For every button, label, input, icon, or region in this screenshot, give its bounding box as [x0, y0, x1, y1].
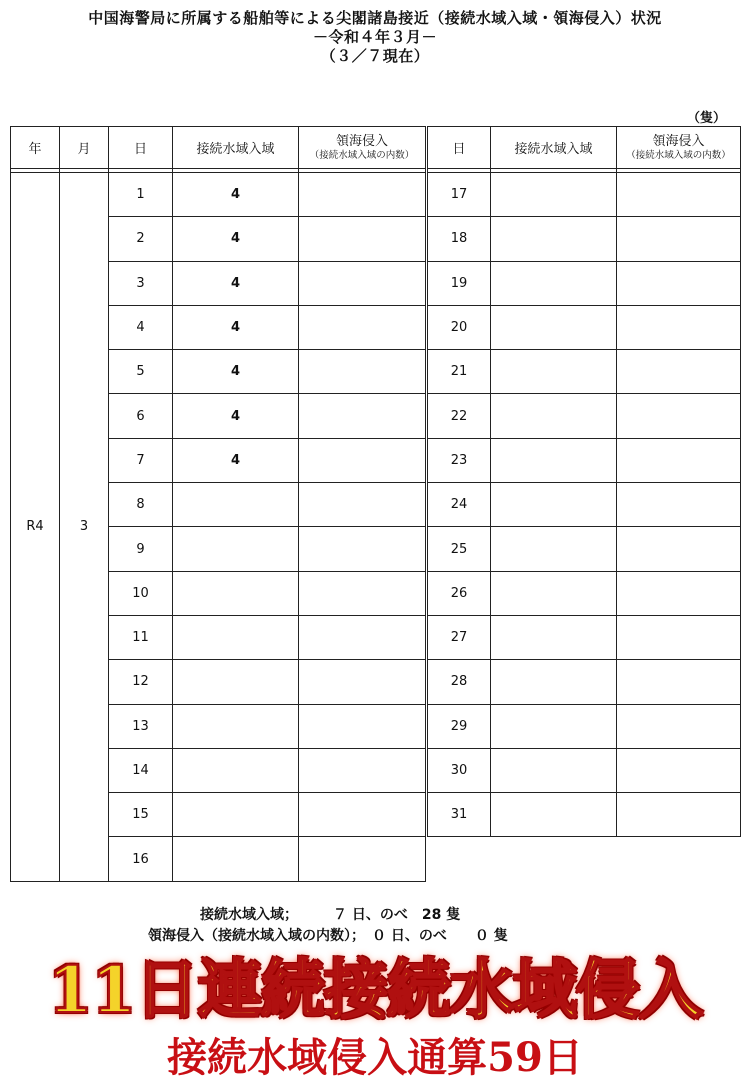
table-row	[428, 350, 741, 394]
contiguous-cell	[173, 660, 299, 704]
territorial-cell	[299, 527, 426, 571]
contiguous-cell	[491, 438, 617, 482]
contiguous-cell	[173, 615, 299, 659]
contiguous-cell	[173, 483, 299, 527]
contiguous-cell	[173, 748, 299, 792]
contiguous-cell	[173, 704, 299, 748]
contiguous-cell: 4	[173, 217, 299, 261]
day-cell: 15	[109, 793, 173, 837]
territorial-cell	[617, 660, 741, 704]
territorial-cell	[617, 527, 741, 571]
day-cell: 29	[428, 704, 491, 748]
day-cell: 13	[109, 704, 173, 748]
contiguous-cell	[491, 483, 617, 527]
day-cell: 23	[428, 438, 491, 482]
day-cell: 10	[109, 571, 173, 615]
header-year: 年	[11, 127, 60, 169]
day-cell: 24	[428, 483, 491, 527]
territorial-cell	[299, 571, 426, 615]
header-territorial	[617, 127, 741, 169]
territorial-cell	[617, 438, 741, 482]
territorial-cell	[617, 173, 741, 217]
territorial-cell	[299, 173, 426, 217]
table-row	[428, 527, 741, 571]
contiguous-cell	[491, 704, 617, 748]
contiguous-cell	[491, 217, 617, 261]
header-territorial-label: 領海侵入	[652, 134, 705, 149]
contiguous-cell: 4	[173, 261, 299, 305]
page-title: 中国海警局に所属する船舶等による尖閣諸島接近（接続水域入域・領海侵入）状況	[88, 9, 662, 27]
header-territorial	[299, 127, 426, 169]
day-cell: 14	[109, 748, 173, 792]
day-cell: 20	[428, 305, 491, 349]
contiguous-cell	[173, 571, 299, 615]
month-cell: 3	[60, 173, 109, 882]
table-row	[428, 483, 741, 527]
day-cell: 16	[109, 837, 173, 881]
territorial-cell	[299, 350, 426, 394]
day-cell: 22	[428, 394, 491, 438]
territorial-cell	[617, 350, 741, 394]
contiguous-cell	[491, 615, 617, 659]
table-left	[10, 126, 426, 882]
contiguous-cell	[491, 793, 617, 837]
day-cell: 26	[428, 571, 491, 615]
day-cell: 5	[109, 350, 173, 394]
contiguous-cell	[491, 748, 617, 792]
table-row	[428, 704, 741, 748]
header-day: 日	[428, 127, 491, 169]
contiguous-cell	[491, 261, 617, 305]
contiguous-cell: 4	[173, 394, 299, 438]
contiguous-cell	[491, 173, 617, 217]
territorial-cell	[299, 704, 426, 748]
table-row	[11, 173, 426, 217]
territorial-cell	[617, 305, 741, 349]
territorial-cell	[617, 793, 741, 837]
summary-territorial: 領海侵入（接続水域入域の内数）； ０ 日、のべ ０ 隻	[148, 928, 508, 944]
day-cell: 28	[428, 660, 491, 704]
territorial-cell	[299, 394, 426, 438]
table-header-row	[428, 127, 741, 169]
table-header-row	[11, 127, 426, 169]
header-territorial-note: （接続水域入域の内数）	[309, 150, 415, 161]
unit-label: （隻）	[686, 111, 726, 126]
header-day: 日	[109, 127, 173, 169]
day-cell: 9	[109, 527, 173, 571]
territorial-cell	[299, 837, 426, 881]
day-cell: 6	[109, 394, 173, 438]
table-row	[428, 660, 741, 704]
contiguous-cell	[491, 305, 617, 349]
table-row	[428, 305, 741, 349]
day-cell: 11	[109, 615, 173, 659]
day-cell: 1	[109, 173, 173, 217]
overlay-subbanner: 接続水域侵入通算59日	[167, 1034, 583, 1081]
territorial-cell	[299, 748, 426, 792]
page-subtitle-period: －令和４年３月－	[312, 28, 437, 46]
table-row	[428, 793, 741, 837]
territorial-cell	[299, 660, 426, 704]
day-cell: 18	[428, 217, 491, 261]
territorial-cell	[617, 217, 741, 261]
table-row	[428, 394, 741, 438]
table-row	[428, 748, 741, 792]
page-subtitle-asof: （３／７現在）	[320, 47, 430, 65]
contiguous-cell: 4	[173, 350, 299, 394]
day-cell: 25	[428, 527, 491, 571]
day-cell: 30	[428, 748, 491, 792]
contiguous-cell	[491, 394, 617, 438]
territorial-cell	[617, 748, 741, 792]
table-row	[428, 261, 741, 305]
table-row	[428, 217, 741, 261]
contiguous-cell	[173, 527, 299, 571]
day-cell: 4	[109, 305, 173, 349]
table-row	[428, 615, 741, 659]
header-contiguous: 接続水域入域	[173, 127, 299, 169]
day-cell: 31	[428, 793, 491, 837]
territorial-cell	[617, 261, 741, 305]
contiguous-cell	[491, 350, 617, 394]
overlay-banner: 11日連続接続水域侵入	[47, 953, 703, 1028]
year-cell: R4	[11, 173, 60, 882]
territorial-cell	[299, 261, 426, 305]
territorial-cell	[299, 615, 426, 659]
territorial-cell	[299, 305, 426, 349]
header-contiguous: 接続水域入域	[491, 127, 617, 169]
contiguous-cell	[491, 660, 617, 704]
contiguous-cell: 4	[173, 438, 299, 482]
territorial-cell	[617, 704, 741, 748]
day-cell: 27	[428, 615, 491, 659]
header-month: 月	[60, 127, 109, 169]
table-row	[428, 173, 741, 217]
contiguous-cell	[173, 837, 299, 881]
table-row	[428, 571, 741, 615]
day-cell: 12	[109, 660, 173, 704]
day-cell: 2	[109, 217, 173, 261]
territorial-cell	[617, 483, 741, 527]
contiguous-cell: 4	[173, 173, 299, 217]
territorial-cell	[299, 483, 426, 527]
header-territorial-note: （接続水域入域の内数）	[626, 150, 731, 161]
day-cell: 19	[428, 261, 491, 305]
territorial-cell	[617, 615, 741, 659]
territorial-cell	[617, 394, 741, 438]
contiguous-cell	[173, 793, 299, 837]
summary-contiguous: 接続水域入域； ７ 日、のべ 28 隻	[200, 907, 461, 923]
day-cell: 17	[428, 173, 491, 217]
header-territorial-label: 領海侵入	[335, 134, 388, 149]
contiguous-cell	[491, 571, 617, 615]
day-cell: 3	[109, 261, 173, 305]
territorial-cell	[299, 793, 426, 837]
territorial-cell	[617, 571, 741, 615]
day-cell: 21	[428, 350, 491, 394]
day-cell: 8	[109, 483, 173, 527]
day-cell: 7	[109, 438, 173, 482]
contiguous-cell: 4	[173, 305, 299, 349]
table-row	[428, 438, 741, 482]
table-right	[427, 126, 741, 837]
territorial-cell	[299, 217, 426, 261]
contiguous-cell	[491, 527, 617, 571]
territorial-cell	[299, 438, 426, 482]
